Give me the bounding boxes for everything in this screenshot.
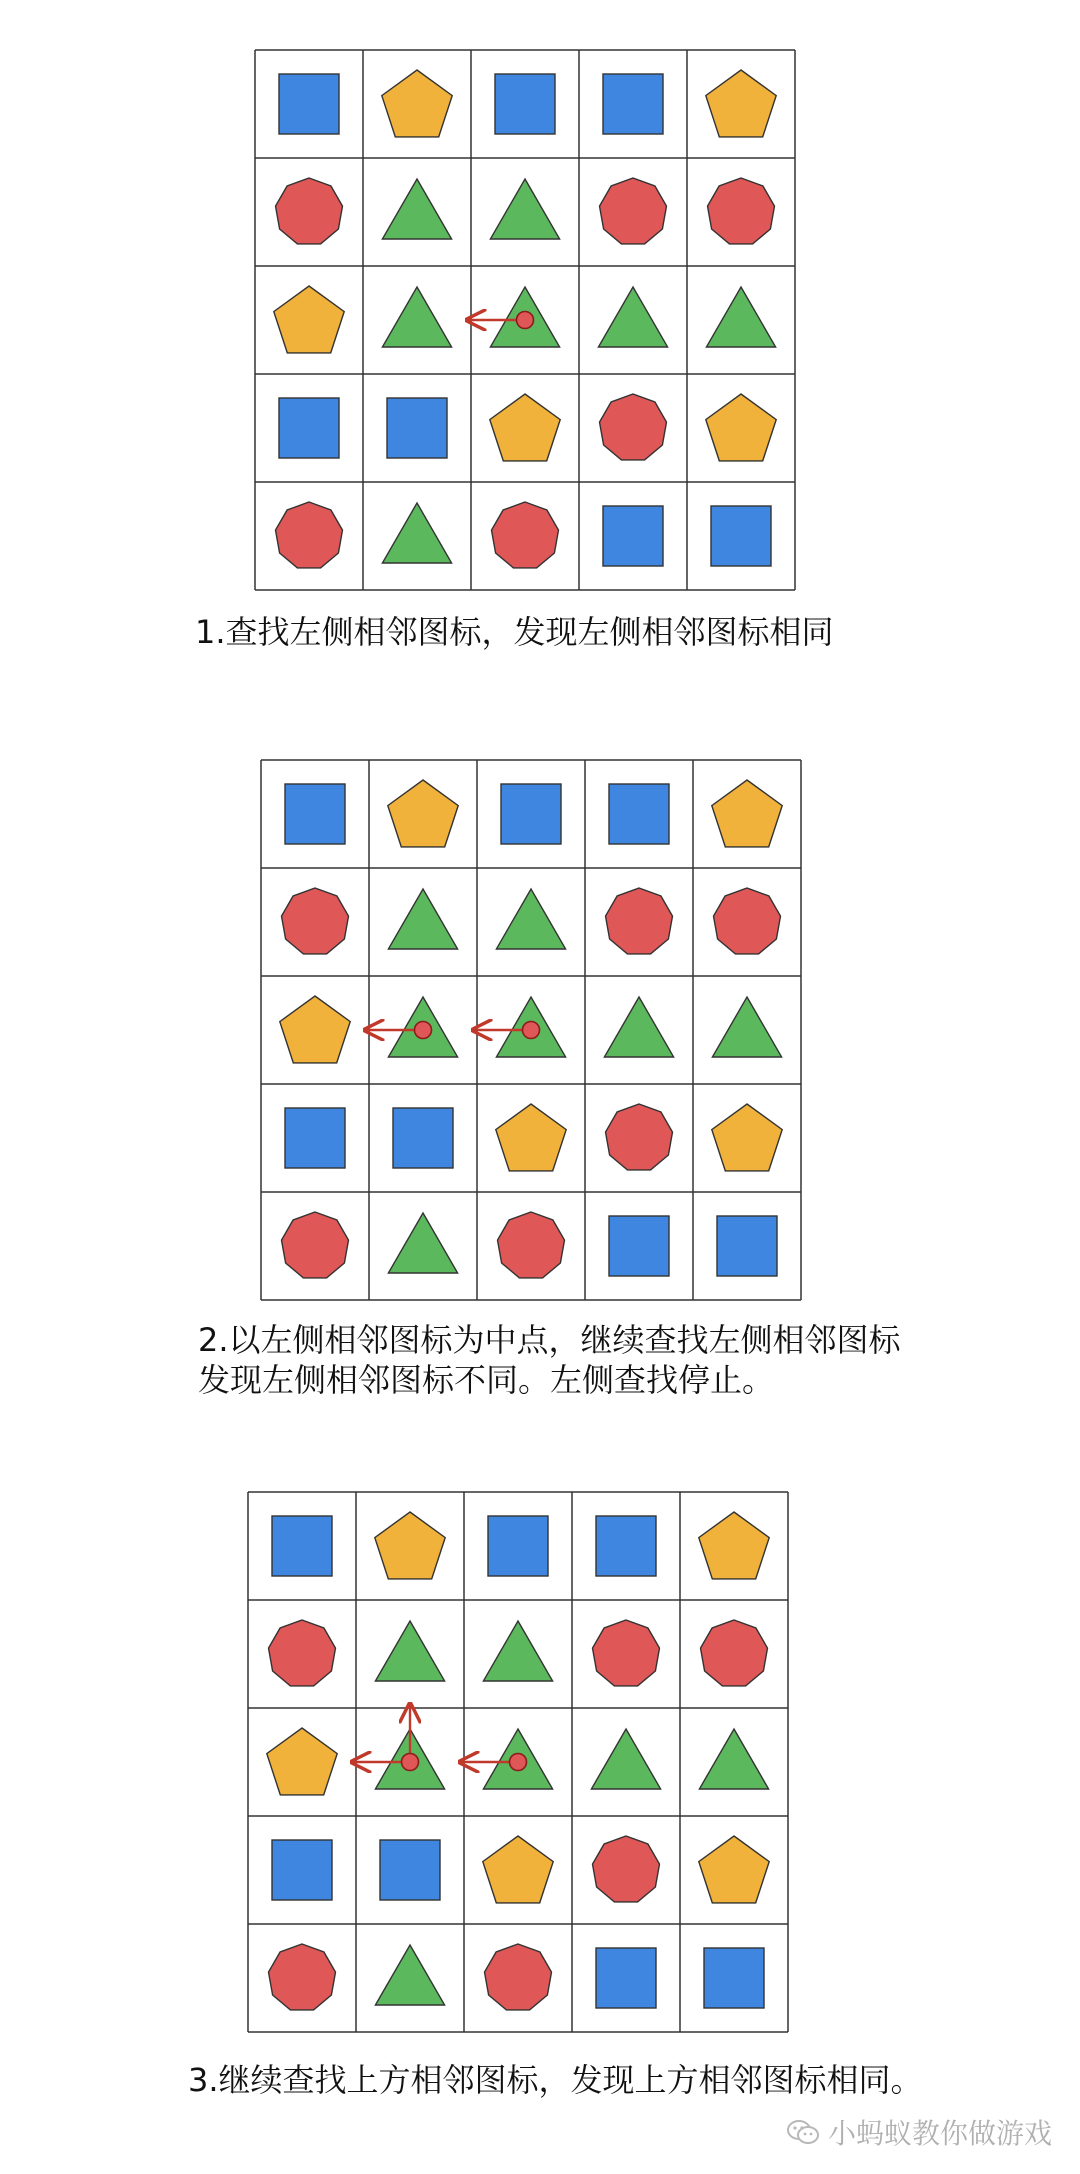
- square-tile: [279, 74, 339, 134]
- octagon-tile: [282, 1212, 349, 1278]
- pentagon-tile: [496, 1104, 566, 1171]
- octagon-tile: [269, 1620, 336, 1686]
- square-tile: [501, 784, 561, 844]
- triangle-tile: [490, 179, 559, 239]
- pentagon-tile: [280, 996, 350, 1063]
- step-2-panel: [261, 760, 801, 1300]
- step-1-caption: [195, 612, 834, 652]
- square-tile: [380, 1840, 440, 1900]
- triangle-tile: [712, 997, 781, 1057]
- triangle-tile: [483, 1621, 552, 1681]
- square-tile: [488, 1516, 548, 1576]
- search-origin-dot: [510, 1754, 527, 1771]
- wechat-icon: [786, 2118, 820, 2146]
- step-3-board: [248, 1492, 788, 2032]
- square-tile: [387, 398, 447, 458]
- octagon-tile: [276, 178, 343, 244]
- triangle-tile: [604, 997, 673, 1057]
- octagon-tile: [600, 178, 667, 244]
- square-tile: [596, 1516, 656, 1576]
- pentagon-tile: [490, 394, 560, 461]
- octagon-tile: [606, 888, 673, 954]
- step-3-caption: [188, 2060, 923, 2100]
- search-origin-dot: [415, 1022, 432, 1039]
- step-2-caption-line-1: 2.以左侧相邻图标为中点，继续查找左侧相邻图标: [198, 1321, 901, 1359]
- square-tile: [704, 1948, 764, 2008]
- triangle-tile: [388, 1213, 457, 1273]
- triangle-tile: [375, 1621, 444, 1681]
- octagon-tile: [498, 1212, 565, 1278]
- square-tile: [285, 1108, 345, 1168]
- triangle-tile: [382, 503, 451, 563]
- octagon-tile: [485, 1944, 552, 2010]
- pentagon-tile: [712, 780, 782, 847]
- step-2-caption-line-2: 发现左侧相邻图标不同。左侧查找停止。: [198, 1361, 775, 1399]
- triangle-tile: [496, 889, 565, 949]
- pentagon-tile: [375, 1512, 445, 1579]
- octagon-tile: [708, 178, 775, 244]
- octagon-tile: [593, 1620, 660, 1686]
- search-origin-dot: [517, 312, 534, 329]
- square-tile: [711, 506, 771, 566]
- step-1-board: [255, 50, 795, 590]
- watermark: [786, 2112, 1052, 2152]
- step-1-caption-line-1: 1.查找左侧相邻图标，发现左侧相邻图标相同: [195, 613, 834, 651]
- triangle-tile: [382, 179, 451, 239]
- triangle-tile: [375, 1945, 444, 2005]
- pentagon-tile: [699, 1512, 769, 1579]
- octagon-tile: [276, 502, 343, 568]
- octagon-tile: [600, 394, 667, 460]
- step-2-caption: [198, 1320, 901, 1400]
- pentagon-tile: [699, 1836, 769, 1903]
- octagon-tile: [714, 888, 781, 954]
- square-tile: [717, 1216, 777, 1276]
- square-tile: [609, 784, 669, 844]
- square-tile: [603, 506, 663, 566]
- step-3-caption-line-1: 3.继续查找上方相邻图标，发现上方相邻图标相同。: [188, 2061, 923, 2099]
- triangle-tile: [591, 1729, 660, 1789]
- pentagon-tile: [706, 394, 776, 461]
- octagon-tile: [701, 1620, 768, 1686]
- pentagon-tile: [274, 286, 344, 353]
- square-tile: [272, 1840, 332, 1900]
- octagon-tile: [492, 502, 559, 568]
- pentagon-tile: [483, 1836, 553, 1903]
- square-tile: [596, 1948, 656, 2008]
- watermark-text: 小蚂蚁教你做游戏: [827, 2117, 1052, 2150]
- pentagon-tile: [388, 780, 458, 847]
- step-2-board: [261, 760, 801, 1300]
- octagon-tile: [282, 888, 349, 954]
- search-origin-dot: [523, 1022, 540, 1039]
- square-tile: [279, 398, 339, 458]
- square-tile: [603, 74, 663, 134]
- pentagon-tile: [712, 1104, 782, 1171]
- octagon-tile: [593, 1836, 660, 1902]
- triangle-tile: [706, 287, 775, 347]
- search-origin-dot: [402, 1754, 419, 1771]
- triangle-tile: [382, 287, 451, 347]
- step-1-panel: [255, 50, 795, 590]
- pentagon-tile: [706, 70, 776, 137]
- square-tile: [609, 1216, 669, 1276]
- octagon-tile: [269, 1944, 336, 2010]
- pentagon-tile: [382, 70, 452, 137]
- square-tile: [393, 1108, 453, 1168]
- triangle-tile: [699, 1729, 768, 1789]
- pentagon-tile: [267, 1728, 337, 1795]
- square-tile: [285, 784, 345, 844]
- triangle-tile: [598, 287, 667, 347]
- triangle-tile: [388, 889, 457, 949]
- step-3-panel: [248, 1492, 788, 2032]
- octagon-tile: [606, 1104, 673, 1170]
- square-tile: [272, 1516, 332, 1576]
- square-tile: [495, 74, 555, 134]
